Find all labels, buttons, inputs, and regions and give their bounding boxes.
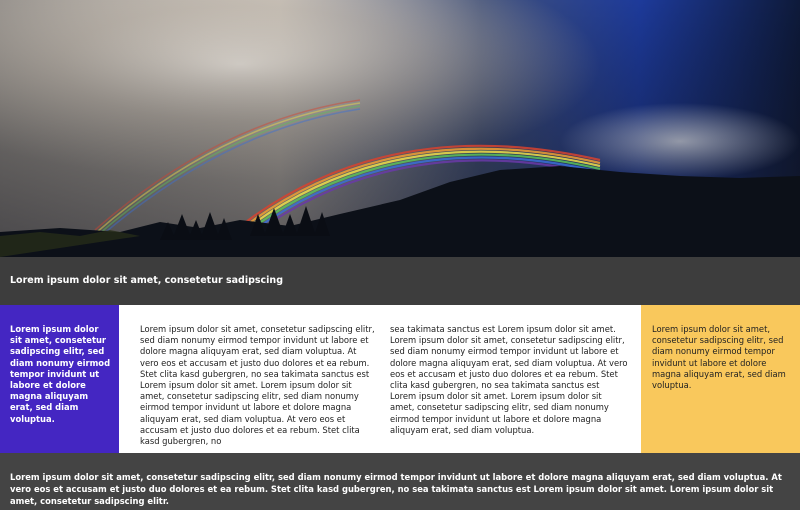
caption-bar	[0, 257, 800, 305]
white-column-text-right: sea takimata sanctus est Lorem ipsum dolor sit amet. Lorem ipsum dolor sit amet, consetetur sadipscing elitr, sed diam nonumy eirmod tempor invidunt ut labore et dolore magna aliquyam erat, sed diam voluptua. At vero eos et accusam et justo duo dolores et ea rebum. Stet clita kasd gubergren, no sea takimata sanctus est Lorem ipsum dolor sit amet. Lorem ipsum dolor sit amet, consetetur sadipscing elitr, sed diam nonumy eirmod tempor invidunt ut labore et dolore magna aliquyam erat, sed diam voluptua.	[390, 324, 628, 435]
yellow-column	[641, 305, 800, 453]
content-columns	[0, 305, 800, 453]
footer-text: Lorem ipsum dolor sit amet, consetetur sadipscing elitr, sed diam nonumy eirmod tempor invidunt ut labore et dolore magna aliquyam erat, sed diam voluptua. At vero eos et accusam et justo duo dolores et ea rebum. Stet clita kasd gubergren, no sea takimata sanctus est Lorem ipsum dolor sit amet. Lorem ipsum dolor sit amet, consetetur sadipscing elitr.	[10, 472, 782, 506]
white-column-text-left: Lorem ipsum dolor sit amet, consetetur sadipscing elitr, sed diam nonumy eirmod tempor invidunt ut labore et dolore magna aliquyam erat, sed diam voluptua. At vero eos et accusam et justo duo dolores et ea rebum. Stet clita kasd gubergren, no sea takimata sanctus est Lorem ipsum dolor sit amet. Lorem ipsum dolor sit amet, consetetur sadipscing elitr, sed diam nonumy eirmod tempor invidunt ut labore et dolore magna aliquyam erat, sed diam voluptua. At vero eos et accusam et justo duo dolores et ea rebum. Stet clita kasd gubergren, no	[140, 324, 375, 447]
purple-column	[0, 305, 119, 453]
yellow-column-text: Lorem ipsum dolor sit amet, consetetur sadipscing elitr, sed diam nonumy eirmod tempor invidunt ut labore et dolore magna aliquyam erat, sed diam voluptua.	[652, 324, 786, 391]
caption-text: Lorem ipsum dolor sit amet, consetetur sadipscing	[10, 275, 283, 286]
footer-bar	[0, 453, 800, 510]
purple-column-text: Lorem ipsum dolor sit amet, consetetur sadipscing elitr, sed diam nonumy eirmod tempor invidunt ut labore et dolore magna aliquyam erat, sed diam voluptua.	[10, 324, 111, 424]
white-column	[119, 305, 641, 453]
